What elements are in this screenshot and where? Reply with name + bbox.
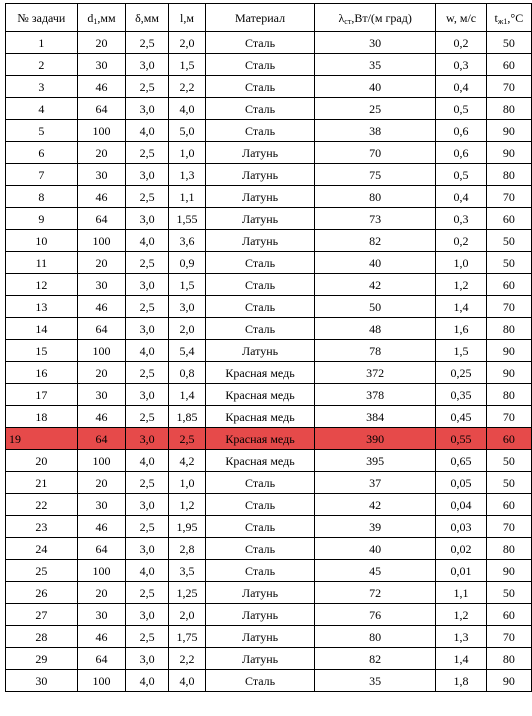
cell-task-number: 28 xyxy=(6,626,78,648)
cell-length: 1,5 xyxy=(168,54,205,76)
cell-d1: 46 xyxy=(77,406,125,428)
cell-task-number: 14 xyxy=(6,318,78,340)
cell-task-number: 26 xyxy=(6,582,78,604)
cell-lambda: 384 xyxy=(314,406,435,428)
header-length: l,м xyxy=(168,4,205,32)
cell-task-number: 13 xyxy=(6,296,78,318)
cell-lambda: 82 xyxy=(314,648,435,670)
cell-lambda: 70 xyxy=(314,142,435,164)
cell-length: 1,85 xyxy=(168,406,205,428)
cell-d1: 46 xyxy=(77,516,125,538)
table-row xyxy=(6,120,532,142)
table-row xyxy=(6,274,532,296)
cell-length: 1,4 xyxy=(168,384,205,406)
cell-task-number: 10 xyxy=(6,230,78,252)
cell-task-number: 6 xyxy=(6,142,78,164)
cell-task-number: 25 xyxy=(6,560,78,582)
cell-material: Красная медь xyxy=(206,384,315,406)
cell-w: 0,05 xyxy=(436,472,486,494)
cell-w: 1,1 xyxy=(436,582,486,604)
cell-length: 1,5 xyxy=(168,274,205,296)
cell-delta: 2,5 xyxy=(126,516,169,538)
table-row xyxy=(6,142,532,164)
cell-t: 60 xyxy=(486,208,531,230)
cell-delta: 3,0 xyxy=(126,428,169,450)
cell-task-number: 21 xyxy=(6,472,78,494)
cell-task-number: 30 xyxy=(6,670,78,692)
cell-lambda: 78 xyxy=(314,340,435,362)
cell-lambda: 73 xyxy=(314,208,435,230)
cell-length: 4,0 xyxy=(168,670,205,692)
table-row xyxy=(6,494,532,516)
cell-d1: 20 xyxy=(77,472,125,494)
cell-length: 5,0 xyxy=(168,120,205,142)
cell-t: 50 xyxy=(486,472,531,494)
cell-lambda: 378 xyxy=(314,384,435,406)
cell-t: 60 xyxy=(486,428,531,450)
cell-d1: 100 xyxy=(77,670,125,692)
table-row xyxy=(6,560,532,582)
cell-length: 0,8 xyxy=(168,362,205,384)
cell-d1: 64 xyxy=(77,98,125,120)
cell-t: 80 xyxy=(486,648,531,670)
cell-delta: 3,0 xyxy=(126,98,169,120)
cell-length: 2,5 xyxy=(168,428,205,450)
cell-material: Сталь xyxy=(206,670,315,692)
cell-task-number: 23 xyxy=(6,516,78,538)
cell-d1: 30 xyxy=(77,274,125,296)
cell-material: Латунь xyxy=(206,164,315,186)
cell-t: 90 xyxy=(486,142,531,164)
cell-d1: 64 xyxy=(77,538,125,560)
cell-w: 0,6 xyxy=(436,142,486,164)
cell-delta: 3,0 xyxy=(126,494,169,516)
cell-delta: 3,0 xyxy=(126,164,169,186)
cell-material: Красная медь xyxy=(206,428,315,450)
cell-delta: 3,0 xyxy=(126,54,169,76)
cell-material: Сталь xyxy=(206,296,315,318)
header-d1-main: d xyxy=(87,10,94,25)
cell-d1: 46 xyxy=(77,626,125,648)
cell-w: 0,5 xyxy=(436,98,486,120)
table-row xyxy=(6,362,532,384)
cell-d1: 30 xyxy=(77,164,125,186)
cell-w: 1,2 xyxy=(436,604,486,626)
cell-material: Латунь xyxy=(206,582,315,604)
cell-d1: 64 xyxy=(77,318,125,340)
cell-d1: 20 xyxy=(77,142,125,164)
cell-d1: 100 xyxy=(77,120,125,142)
cell-lambda: 395 xyxy=(314,450,435,472)
table-row xyxy=(6,406,532,428)
cell-lambda: 35 xyxy=(314,670,435,692)
cell-length: 1,2 xyxy=(168,494,205,516)
cell-material: Латунь xyxy=(206,208,315,230)
header-lambda xyxy=(314,4,435,32)
cell-w: 0,3 xyxy=(436,54,486,76)
cell-w: 1,8 xyxy=(436,670,486,692)
task-table xyxy=(5,3,532,692)
header-material: Материал xyxy=(206,4,315,32)
cell-material: Сталь xyxy=(206,98,315,120)
cell-length: 4,0 xyxy=(168,98,205,120)
cell-material: Латунь xyxy=(206,142,315,164)
cell-delta: 4,0 xyxy=(126,450,169,472)
cell-material: Сталь xyxy=(206,494,315,516)
cell-material: Сталь xyxy=(206,318,315,340)
cell-delta: 3,0 xyxy=(126,318,169,340)
cell-task-number: 16 xyxy=(6,362,78,384)
cell-material: Латунь xyxy=(206,230,315,252)
cell-t: 50 xyxy=(486,252,531,274)
cell-d1: 64 xyxy=(77,648,125,670)
table-row xyxy=(6,164,532,186)
cell-task-number: 11 xyxy=(6,252,78,274)
cell-length: 2,0 xyxy=(168,318,205,340)
header-t-unit: ,°C xyxy=(507,10,524,25)
cell-t: 80 xyxy=(486,538,531,560)
header-d1-unit: ,мм xyxy=(97,10,116,25)
table-row xyxy=(6,54,532,76)
cell-material: Красная медь xyxy=(206,406,315,428)
header-lambda-unit: ,Вт/(м град) xyxy=(351,10,412,25)
cell-material: Латунь xyxy=(206,340,315,362)
table-row xyxy=(6,582,532,604)
cell-length: 5,4 xyxy=(168,340,205,362)
cell-lambda: 30 xyxy=(314,32,435,54)
header-lambda-sub: ст xyxy=(344,16,352,26)
cell-lambda: 390 xyxy=(314,428,435,450)
cell-delta: 2,5 xyxy=(126,32,169,54)
cell-material: Сталь xyxy=(206,472,315,494)
cell-lambda: 35 xyxy=(314,54,435,76)
cell-delta: 4,0 xyxy=(126,120,169,142)
cell-w: 0,02 xyxy=(436,538,486,560)
cell-length: 3,5 xyxy=(168,560,205,582)
cell-d1: 20 xyxy=(77,252,125,274)
cell-lambda: 40 xyxy=(314,252,435,274)
table-row xyxy=(6,318,532,340)
table-row xyxy=(6,472,532,494)
cell-material: Сталь xyxy=(206,54,315,76)
header-delta: δ,мм xyxy=(126,4,169,32)
cell-delta: 2,5 xyxy=(126,406,169,428)
cell-length: 2,0 xyxy=(168,604,205,626)
cell-delta: 2,5 xyxy=(126,76,169,98)
cell-delta: 4,0 xyxy=(126,340,169,362)
cell-delta: 4,0 xyxy=(126,230,169,252)
header-t-main: t xyxy=(494,10,498,25)
cell-length: 2,8 xyxy=(168,538,205,560)
cell-lambda: 75 xyxy=(314,164,435,186)
cell-w: 1,0 xyxy=(436,252,486,274)
cell-material: Сталь xyxy=(206,76,315,98)
table-row xyxy=(6,538,532,560)
cell-length: 4,2 xyxy=(168,450,205,472)
cell-w: 0,01 xyxy=(436,560,486,582)
cell-delta: 3,0 xyxy=(126,208,169,230)
cell-d1: 100 xyxy=(77,230,125,252)
cell-lambda: 45 xyxy=(314,560,435,582)
cell-t: 50 xyxy=(486,32,531,54)
cell-task-number: 19 xyxy=(6,428,78,450)
header-t xyxy=(486,4,531,32)
cell-t: 50 xyxy=(486,582,531,604)
cell-task-number: 9 xyxy=(6,208,78,230)
cell-t: 80 xyxy=(486,318,531,340)
cell-task-number: 29 xyxy=(6,648,78,670)
cell-w: 1,3 xyxy=(436,626,486,648)
cell-d1: 100 xyxy=(77,450,125,472)
header-d1-sub: 1 xyxy=(93,16,98,26)
cell-lambda: 82 xyxy=(314,230,435,252)
table-row xyxy=(6,648,532,670)
cell-task-number: 4 xyxy=(6,98,78,120)
cell-t: 70 xyxy=(486,626,531,648)
cell-material: Красная медь xyxy=(206,450,315,472)
cell-w: 1,4 xyxy=(436,648,486,670)
table-row xyxy=(6,32,532,54)
cell-length: 3,6 xyxy=(168,230,205,252)
cell-t: 70 xyxy=(486,186,531,208)
header-t-sub: ж1 xyxy=(497,16,508,26)
cell-w: 0,2 xyxy=(436,32,486,54)
cell-w: 0,04 xyxy=(436,494,486,516)
cell-t: 90 xyxy=(486,670,531,692)
document-page xyxy=(5,3,532,692)
cell-d1: 100 xyxy=(77,560,125,582)
cell-task-number: 2 xyxy=(6,54,78,76)
cell-task-number: 22 xyxy=(6,494,78,516)
cell-w: 0,5 xyxy=(436,164,486,186)
cell-d1: 30 xyxy=(77,54,125,76)
cell-d1: 46 xyxy=(77,296,125,318)
cell-w: 0,3 xyxy=(436,208,486,230)
cell-task-number: 24 xyxy=(6,538,78,560)
cell-d1: 30 xyxy=(77,494,125,516)
cell-d1: 46 xyxy=(77,76,125,98)
cell-w: 1,5 xyxy=(436,340,486,362)
cell-d1: 64 xyxy=(77,428,125,450)
cell-d1: 20 xyxy=(77,32,125,54)
cell-d1: 100 xyxy=(77,340,125,362)
cell-task-number: 5 xyxy=(6,120,78,142)
cell-lambda: 48 xyxy=(314,318,435,340)
cell-delta: 2,5 xyxy=(126,186,169,208)
cell-lambda: 25 xyxy=(314,98,435,120)
cell-t: 80 xyxy=(486,384,531,406)
cell-lambda: 40 xyxy=(314,76,435,98)
cell-task-number: 20 xyxy=(6,450,78,472)
cell-delta: 3,0 xyxy=(126,648,169,670)
header-d1 xyxy=(77,4,125,32)
table-row xyxy=(6,76,532,98)
cell-d1: 20 xyxy=(77,582,125,604)
cell-w: 0,03 xyxy=(436,516,486,538)
cell-task-number: 15 xyxy=(6,340,78,362)
cell-length: 1,55 xyxy=(168,208,205,230)
cell-delta: 2,5 xyxy=(126,362,169,384)
cell-t: 70 xyxy=(486,76,531,98)
cell-delta: 2,5 xyxy=(126,252,169,274)
table-body xyxy=(6,32,532,692)
cell-delta: 3,0 xyxy=(126,274,169,296)
cell-w: 0,4 xyxy=(436,76,486,98)
cell-t: 90 xyxy=(486,340,531,362)
cell-lambda: 42 xyxy=(314,494,435,516)
cell-w: 1,4 xyxy=(436,296,486,318)
header-task: № задачи xyxy=(6,4,78,32)
cell-lambda: 50 xyxy=(314,296,435,318)
cell-material: Сталь xyxy=(206,32,315,54)
table-row xyxy=(6,208,532,230)
table-row xyxy=(6,252,532,274)
table-row xyxy=(6,340,532,362)
cell-task-number: 3 xyxy=(6,76,78,98)
cell-lambda: 38 xyxy=(314,120,435,142)
cell-w: 0,2 xyxy=(436,230,486,252)
cell-t: 80 xyxy=(486,164,531,186)
cell-t: 80 xyxy=(486,98,531,120)
table-row xyxy=(6,516,532,538)
cell-length: 1,0 xyxy=(168,472,205,494)
cell-length: 2,2 xyxy=(168,76,205,98)
cell-length: 1,3 xyxy=(168,164,205,186)
cell-material: Латунь xyxy=(206,626,315,648)
table-row xyxy=(6,296,532,318)
cell-lambda: 372 xyxy=(314,362,435,384)
cell-w: 0,4 xyxy=(436,186,486,208)
cell-lambda: 72 xyxy=(314,582,435,604)
cell-w: 1,6 xyxy=(436,318,486,340)
cell-delta: 2,5 xyxy=(126,142,169,164)
cell-d1: 64 xyxy=(77,208,125,230)
cell-material: Красная медь xyxy=(206,362,315,384)
cell-material: Латунь xyxy=(206,186,315,208)
cell-lambda: 80 xyxy=(314,626,435,648)
cell-lambda: 40 xyxy=(314,538,435,560)
cell-material: Сталь xyxy=(206,252,315,274)
cell-lambda: 37 xyxy=(314,472,435,494)
cell-length: 3,0 xyxy=(168,296,205,318)
cell-t: 90 xyxy=(486,120,531,142)
cell-t: 50 xyxy=(486,450,531,472)
table-row xyxy=(6,384,532,406)
cell-delta: 4,0 xyxy=(126,670,169,692)
cell-length: 1,0 xyxy=(168,142,205,164)
cell-delta: 2,5 xyxy=(126,582,169,604)
cell-material: Сталь xyxy=(206,538,315,560)
cell-d1: 30 xyxy=(77,604,125,626)
cell-task-number: 1 xyxy=(6,32,78,54)
cell-w: 1,2 xyxy=(436,274,486,296)
cell-t: 70 xyxy=(486,406,531,428)
cell-length: 1,75 xyxy=(168,626,205,648)
cell-w: 0,45 xyxy=(436,406,486,428)
cell-delta: 3,0 xyxy=(126,604,169,626)
table-row xyxy=(6,186,532,208)
header-lambda-main: λ xyxy=(338,10,345,25)
cell-t: 60 xyxy=(486,494,531,516)
table-row xyxy=(6,450,532,472)
cell-t: 70 xyxy=(486,296,531,318)
table-row xyxy=(6,98,532,120)
cell-delta: 4,0 xyxy=(126,560,169,582)
cell-material: Сталь xyxy=(206,274,315,296)
table-row xyxy=(6,230,532,252)
cell-length: 1,1 xyxy=(168,186,205,208)
cell-material: Сталь xyxy=(206,516,315,538)
cell-t: 70 xyxy=(486,516,531,538)
cell-task-number: 18 xyxy=(6,406,78,428)
cell-lambda: 39 xyxy=(314,516,435,538)
cell-task-number: 17 xyxy=(6,384,78,406)
cell-lambda: 76 xyxy=(314,604,435,626)
cell-t: 60 xyxy=(486,54,531,76)
cell-delta: 2,5 xyxy=(126,626,169,648)
cell-t: 60 xyxy=(486,274,531,296)
cell-w: 0,6 xyxy=(436,120,486,142)
cell-w: 0,35 xyxy=(436,384,486,406)
table-row xyxy=(6,670,532,692)
table-header-row xyxy=(6,4,532,32)
cell-material: Латунь xyxy=(206,604,315,626)
cell-task-number: 7 xyxy=(6,164,78,186)
cell-d1: 30 xyxy=(77,384,125,406)
cell-w: 0,25 xyxy=(436,362,486,384)
cell-length: 1,95 xyxy=(168,516,205,538)
cell-t: 90 xyxy=(486,362,531,384)
table-row xyxy=(6,428,532,450)
cell-t: 50 xyxy=(486,230,531,252)
cell-length: 0,9 xyxy=(168,252,205,274)
cell-material: Сталь xyxy=(206,120,315,142)
cell-length: 2,0 xyxy=(168,32,205,54)
cell-task-number: 8 xyxy=(6,186,78,208)
cell-d1: 20 xyxy=(77,362,125,384)
cell-length: 1,25 xyxy=(168,582,205,604)
cell-delta: 3,0 xyxy=(126,538,169,560)
cell-delta: 2,5 xyxy=(126,472,169,494)
cell-delta: 3,0 xyxy=(126,384,169,406)
table-row xyxy=(6,626,532,648)
cell-d1: 46 xyxy=(77,186,125,208)
cell-material: Латунь xyxy=(206,648,315,670)
cell-lambda: 42 xyxy=(314,274,435,296)
cell-task-number: 12 xyxy=(6,274,78,296)
cell-t: 60 xyxy=(486,604,531,626)
cell-t: 90 xyxy=(486,560,531,582)
cell-w: 0,55 xyxy=(436,428,486,450)
cell-task-number: 27 xyxy=(6,604,78,626)
cell-w: 0,65 xyxy=(436,450,486,472)
cell-material: Сталь xyxy=(206,560,315,582)
table-row xyxy=(6,604,532,626)
header-w: w, м/с xyxy=(436,4,486,32)
cell-lambda: 80 xyxy=(314,186,435,208)
cell-length: 2,2 xyxy=(168,648,205,670)
cell-delta: 2,5 xyxy=(126,296,169,318)
